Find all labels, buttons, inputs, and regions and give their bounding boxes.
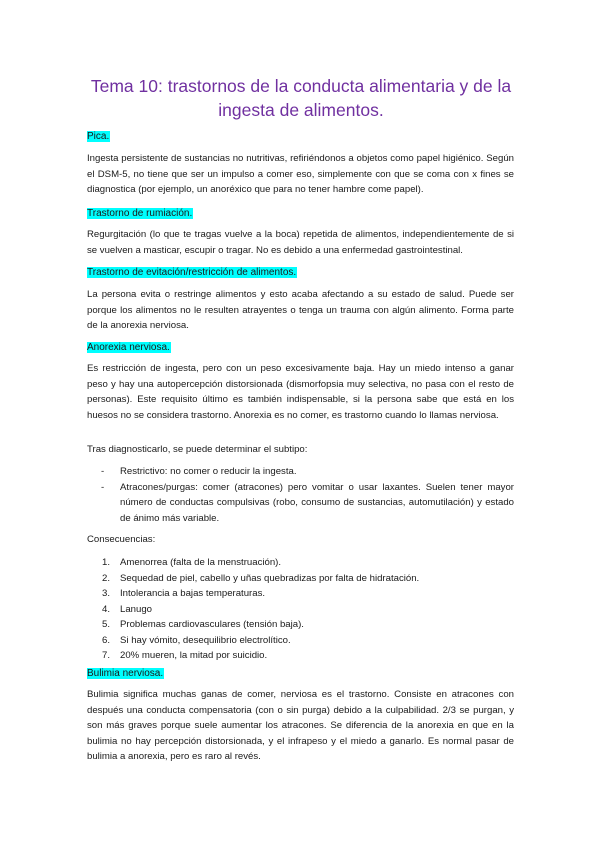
consequences-list — [87, 555, 514, 664]
list-item — [87, 602, 514, 618]
consequence-text: Amenorrea (falta de la menstruación). — [120, 557, 282, 568]
consequences-intro: Consecuencias: — [87, 534, 156, 545]
consequence-text: Lanugo — [120, 603, 153, 615]
list-item — [87, 586, 514, 602]
subtype-text: Restrictivo: no comer o reducir la ingesta. — [120, 466, 297, 477]
subtypes-intro: Tras diagnosticarlo, se puede determinar el subtipo: — [87, 444, 308, 455]
heading-evitacion-text: Trastorno de evitación/restricción de alimentos. — [87, 267, 297, 278]
consequence-text: Sequedad de piel, cabello y uñas quebradizas por falta de hidratación. — [120, 572, 420, 584]
item-number: 2. — [102, 572, 111, 584]
item-number: 1. — [102, 557, 111, 568]
item-number: 3. — [102, 588, 111, 599]
list-item — [87, 571, 514, 587]
heading-pica-text: Pica. — [87, 131, 110, 142]
list-item — [87, 633, 514, 649]
heading-bulimia-text: Bulimia nerviosa. — [87, 668, 164, 679]
heading-rumiacion — [87, 207, 193, 220]
paragraph-rumiacion: Regurgitación (lo que te tragas vuelve a la boca) repetida de alimentos, independientemente de si se vuelven a masticar, escupir o tragar. No es debido a una enfermedad gastrointestinal. — [87, 229, 514, 256]
subtype-text: Atracones/purgas: comer (atracones) pero vomitar o usar laxantes. Suelen tener mayor número de conductas compulsivas (robo, consumo de sustancias, automutilación) y estado de ánimo más variable. — [120, 481, 514, 524]
bullet-dash: - — [101, 481, 105, 493]
bullet-dash: - — [101, 466, 105, 477]
list-item — [87, 464, 514, 480]
paragraph-anorexia: Es restricción de ingesta, pero con un peso excesivamente baja. Hay un miedo intenso a ganar peso y hay una autopercepción distorsionada (dismorfopsia muy selectiva, no pasa con el resto de personas). Este requisito último es también indispensable, si la persona sabe que está en los huesos no se considera trastorno. Anorexia es no comer, es trastorno cuando lo llamas nerviosa. — [87, 363, 514, 421]
paragraph-evitacion: La persona evita o restringe alimentos y esto acaba afectando a su estado de salud. Puede ser porque los alimentos no le resulten atrayentes o tenga un trauma con algún alimento. Forma parte de la anorexia nerviosa. — [87, 289, 514, 331]
list-item — [87, 617, 514, 633]
consequence-text: Si hay vómito, desequilibrio electrolítico. — [120, 634, 291, 646]
consequence-text: Intolerancia a bajas temperaturas. — [120, 588, 266, 599]
consequence-text: 20% mueren, la mitad por suicidio. — [120, 650, 268, 661]
list-item — [87, 648, 514, 664]
list-item — [87, 480, 514, 527]
item-number: 7. — [102, 650, 111, 661]
heading-evitacion — [87, 266, 297, 279]
heading-bulimia — [87, 667, 164, 680]
heading-rumiacion-text: Trastorno de rumiación. — [87, 208, 193, 219]
consequence-text: Problemas cardiovasculares (tensión baja). — [120, 619, 304, 630]
item-number: 4. — [102, 603, 111, 615]
heading-pica — [87, 130, 110, 143]
heading-anorexia-text: Anorexia nerviosa. — [87, 342, 170, 353]
heading-anorexia — [87, 341, 171, 354]
paragraph-bulimia: Bulimia significa muchas ganas de comer, nerviosa es el trastorno. Consiste en atracones con después una conducta compensatoria (con o sin purga) debido a la culpabilidad. 2/3 se purgan, y son más graves porque suele aumentar los atracones. Se diferencia de la anorexia en que en la bulimia no hay percepción distorsionada, y el infrapeso y el miedo a ganarlo. Es normal pasar de bulimia a anorexia, pero es raro al revés. — [87, 689, 514, 762]
paragraph-pica: Ingesta persistente de sustancias no nutritivas, refiriéndonos a objetos como papel higiénico. Según el DSM-5, no tiene que ser un impulso a comer eso, simplemente con que se coma con x fines se diagnostica (por ejemplo, un anoréxico que para no tener hambre come papel). — [87, 153, 514, 195]
list-item — [87, 555, 514, 571]
item-number: 5. — [102, 619, 111, 630]
item-number: 6. — [102, 634, 111, 646]
subtypes-list — [87, 464, 514, 526]
page-title: Tema 10: trastornos de la conducta alimentaria y de la ingesta de alimentos. — [90, 76, 512, 120]
